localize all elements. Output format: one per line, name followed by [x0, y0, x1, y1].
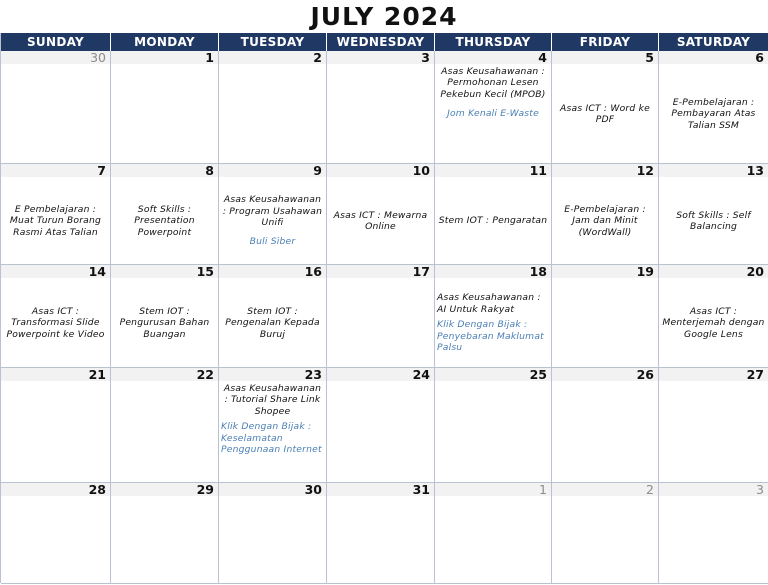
- day-cell[interactable]: [219, 483, 327, 584]
- day-number: 11: [435, 164, 551, 177]
- day-events: [437, 497, 549, 583]
- day-events: [437, 65, 549, 163]
- day-cell[interactable]: [659, 483, 768, 584]
- event-text: E Pembelajaran : Muat Turun Borang Rasmi Atas Talian: [9, 203, 102, 238]
- day-number: 6: [659, 51, 768, 64]
- day-number: 7: [1, 164, 110, 177]
- day-events: [221, 279, 324, 367]
- event-text: E-Pembelajaran : Pembayaran Atas Talian SSM: [671, 96, 756, 131]
- day-events: [661, 178, 766, 264]
- day-number: 31: [327, 483, 434, 496]
- day-cell[interactable]: [111, 368, 219, 483]
- day-number: 8: [111, 164, 218, 177]
- day-number: 9: [219, 164, 326, 177]
- weekday-friday: FRIDAY: [552, 33, 659, 51]
- event-text: Asas ICT : Word ke PDF: [560, 102, 650, 125]
- day-events: [661, 65, 766, 163]
- day-number: 3: [327, 51, 434, 64]
- day-cell[interactable]: [219, 164, 327, 265]
- event-text: Asas ICT : Menterjemah dengan Google Lens: [662, 305, 765, 340]
- weekday-saturday: SATURDAY: [659, 33, 768, 51]
- day-events: [329, 497, 432, 583]
- day-events: [554, 497, 656, 583]
- day-number: 10: [327, 164, 434, 177]
- day-cell[interactable]: [1, 483, 111, 584]
- day-cell[interactable]: [552, 483, 659, 584]
- event-link[interactable]: Klik Dengan Bijak : Penyebaran Maklumat Palsu: [437, 319, 544, 354]
- day-events: [554, 279, 656, 367]
- day-events: [3, 497, 108, 583]
- day-events: [113, 65, 216, 163]
- day-cell[interactable]: [327, 164, 435, 265]
- day-events: [221, 178, 324, 264]
- calendar-grid: [0, 33, 768, 583]
- day-cell[interactable]: [552, 265, 659, 368]
- day-events: [437, 279, 549, 367]
- day-number: 30: [1, 51, 110, 64]
- day-events: [3, 382, 108, 482]
- day-cell[interactable]: [327, 51, 435, 164]
- day-number: 25: [435, 368, 551, 381]
- day-events: [554, 382, 656, 482]
- event-link[interactable]: Klik Dengan Bijak : Keselamatan Penggunaan Internet: [221, 421, 322, 456]
- day-events: [329, 279, 432, 367]
- day-number: 21: [1, 368, 110, 381]
- day-cell[interactable]: [435, 265, 552, 368]
- day-number: 2: [219, 51, 326, 64]
- day-events: [554, 178, 656, 264]
- day-cell[interactable]: [111, 51, 219, 164]
- day-number: 22: [111, 368, 218, 381]
- day-number: 4: [435, 51, 551, 64]
- day-number: 18: [435, 265, 551, 278]
- day-cell[interactable]: [552, 368, 659, 483]
- day-number: 12: [552, 164, 658, 177]
- day-number: 15: [111, 265, 218, 278]
- event-text: Soft Skills : Self Balancing: [676, 209, 751, 232]
- day-events: [329, 382, 432, 482]
- day-cell[interactable]: [435, 164, 552, 265]
- day-events: [329, 178, 432, 264]
- day-number: 28: [1, 483, 110, 496]
- event-text: Stem IOT : Pengaratan: [438, 215, 548, 227]
- weekday-thursday: THURSDAY: [435, 33, 552, 51]
- day-number: 1: [111, 51, 218, 64]
- day-cell[interactable]: [1, 164, 111, 265]
- calendar-title: JULY 2024: [310, 2, 458, 31]
- day-events: [437, 382, 549, 482]
- event-text: Asas Keusahawanan : AI Untuk Rakyat: [437, 292, 541, 315]
- event-text: Asas Keusahawanan : Tutorial Share Link Shopee: [223, 383, 322, 417]
- event-text: E-Pembelajaran : Jam dan Minit (WordWall): [564, 203, 646, 238]
- day-cell[interactable]: [327, 265, 435, 368]
- day-cell[interactable]: [659, 51, 768, 164]
- event-text: Asas ICT : Mewarna Online: [333, 209, 428, 232]
- day-cell[interactable]: [435, 483, 552, 584]
- weekday-sunday: SUNDAY: [1, 33, 111, 51]
- day-cell[interactable]: [327, 483, 435, 584]
- day-cell[interactable]: [219, 265, 327, 368]
- day-events: [3, 279, 108, 367]
- weekday-header-row: [1, 33, 768, 51]
- event-text: Stem IOT : Pengurusan Bahan Buangan: [119, 305, 210, 340]
- day-cell[interactable]: [111, 164, 219, 265]
- event-text: Asas ICT : Transformasi Slide Powerpoint ke Video: [6, 305, 105, 340]
- day-cell[interactable]: [111, 483, 219, 584]
- day-events: [554, 65, 656, 163]
- day-number: 26: [552, 368, 658, 381]
- day-number: 1: [435, 483, 551, 496]
- day-events: [221, 382, 324, 482]
- day-number: 5: [552, 51, 658, 64]
- day-events: [437, 178, 549, 264]
- event-link[interactable]: Jom Kenali E-Waste: [447, 108, 539, 120]
- day-cell[interactable]: [435, 368, 552, 483]
- day-number: 24: [327, 368, 434, 381]
- day-cell[interactable]: [1, 51, 111, 164]
- event-text: Stem IOT : Pengenalan Kepada Buruj: [225, 305, 320, 340]
- weekday-monday: MONDAY: [111, 33, 219, 51]
- day-number: 14: [1, 265, 110, 278]
- event-text: Asas Keusahawanan : Program Usahawan Unifi: [222, 194, 323, 228]
- day-events: [113, 178, 216, 264]
- day-cell[interactable]: [552, 51, 659, 164]
- day-number: 30: [219, 483, 326, 496]
- day-number: 2: [552, 483, 658, 496]
- weekday-tuesday: TUESDAY: [219, 33, 327, 51]
- day-cell[interactable]: [219, 51, 327, 164]
- day-cell[interactable]: [327, 368, 435, 483]
- event-text: Soft Skills : Presentation Powerpoint: [134, 203, 195, 238]
- day-number: 20: [659, 265, 768, 278]
- day-events: [329, 65, 432, 163]
- day-number: 16: [219, 265, 326, 278]
- day-events: [113, 382, 216, 482]
- day-events: [221, 65, 324, 163]
- day-cell[interactable]: [111, 265, 219, 368]
- day-events: [661, 382, 766, 482]
- day-cell[interactable]: [1, 265, 111, 368]
- day-cell[interactable]: [659, 265, 768, 368]
- day-cell[interactable]: [1, 368, 111, 483]
- event-text: Asas Keusahawanan : Permohonan Lesen Pekebun Kecil (MPOB): [440, 66, 546, 100]
- day-cell[interactable]: [219, 368, 327, 483]
- day-events: [221, 497, 324, 583]
- day-number: 19: [552, 265, 658, 278]
- day-number: 3: [659, 483, 768, 496]
- day-events: [113, 279, 216, 367]
- day-number: 27: [659, 368, 768, 381]
- day-events: [3, 65, 108, 163]
- day-number: 29: [111, 483, 218, 496]
- day-number: 23: [219, 368, 326, 381]
- day-cell[interactable]: [659, 368, 768, 483]
- day-number: 17: [327, 265, 434, 278]
- event-link[interactable]: Buli Siber: [249, 236, 296, 248]
- day-cell[interactable]: [552, 164, 659, 265]
- day-cell[interactable]: [659, 164, 768, 265]
- day-events: [3, 178, 108, 264]
- day-events: [113, 497, 216, 583]
- day-events: [661, 497, 766, 583]
- day-cell[interactable]: [435, 51, 552, 164]
- weekday-wednesday: WEDNESDAY: [327, 33, 435, 51]
- day-events: [661, 279, 766, 367]
- day-number: 13: [659, 164, 768, 177]
